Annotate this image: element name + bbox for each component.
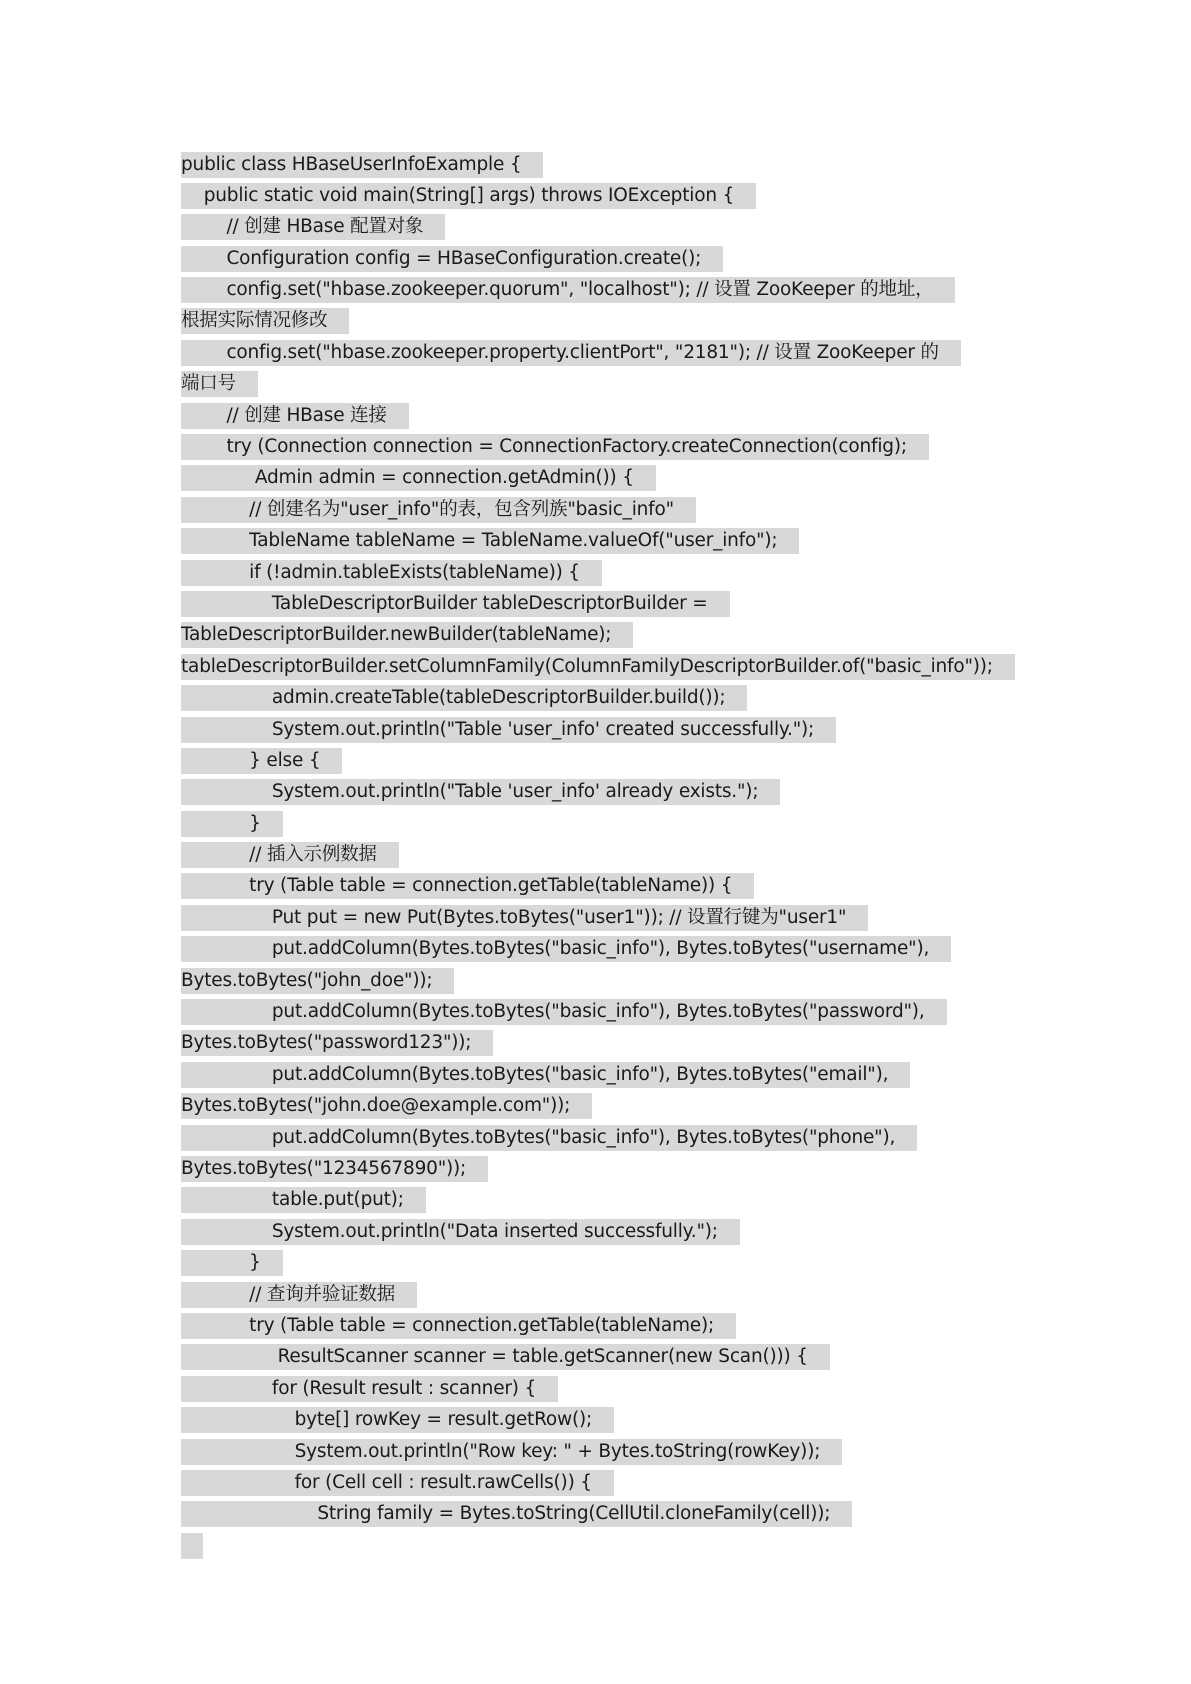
code-line-text: // 查询并验证数据 xyxy=(181,1282,417,1308)
code-line xyxy=(181,1529,1041,1560)
code-line xyxy=(181,1341,1041,1372)
code-line xyxy=(181,179,1041,210)
code-line-text: put.addColumn(Bytes.toBytes("basic_info"), Bytes.toBytes("password"), xyxy=(181,999,947,1025)
code-line-text: put.addColumn(Bytes.toBytes("basic_info"), Bytes.toBytes("email"), xyxy=(181,1062,910,1088)
code-line-text: config.set("hbase.zookeeper.quorum", "localhost"); // 设置 ZooKeeper 的地址， xyxy=(181,277,955,303)
code-line xyxy=(181,713,1041,744)
code-line xyxy=(181,493,1041,524)
code-line-text: ResultScanner scanner = table.getScanner(new Scan())) { xyxy=(181,1344,830,1370)
code-line-text: } xyxy=(181,1250,283,1276)
code-line-text: } xyxy=(181,811,283,837)
code-line-text: Put put = new Put(Bytes.toBytes("user1")); // 设置行键为"user1" xyxy=(181,905,868,931)
code-line xyxy=(181,368,1041,399)
code-line xyxy=(181,619,1041,650)
code-line xyxy=(181,336,1041,367)
code-line-text: put.addColumn(Bytes.toBytes("basic_info"), Bytes.toBytes("phone"), xyxy=(181,1125,917,1151)
code-line-text: TableDescriptorBuilder.newBuilder(tableName); xyxy=(181,622,633,648)
code-line xyxy=(181,274,1041,305)
code-line xyxy=(181,776,1041,807)
code-line-text: table.put(put); xyxy=(181,1187,426,1213)
code-line xyxy=(181,1184,1041,1215)
code-line xyxy=(181,1153,1041,1184)
code-line xyxy=(181,1121,1041,1152)
code-line xyxy=(181,1090,1041,1121)
code-line xyxy=(181,744,1041,775)
code-line-text: System.out.println("Table 'user_info' created successfully."); xyxy=(181,717,836,743)
code-line-text: tableDescriptorBuilder.setColumnFamily(ColumnFamilyDescriptorBuilder.of("basic_info")); xyxy=(181,654,1015,680)
code-line xyxy=(181,1058,1041,1089)
code-line-text: // 插入示例数据 xyxy=(181,842,399,868)
code-line xyxy=(181,431,1041,462)
code-line-text: public static void main(String[] args) throws IOException { xyxy=(181,183,756,209)
code-line xyxy=(181,1435,1041,1466)
code-line-text: 根据实际情况修改 xyxy=(181,308,349,334)
code-line-text: System.out.println("Data inserted successfully."); xyxy=(181,1219,740,1245)
code-line-text: try (Table table = connection.getTable(tableName)) { xyxy=(181,873,754,899)
code-line-text: System.out.println("Table 'user_info' already exists."); xyxy=(181,779,780,805)
code-line-text: 端口号 xyxy=(181,371,258,397)
code-line-text: Bytes.toBytes("1234567890")); xyxy=(181,1156,488,1182)
code-line xyxy=(181,305,1041,336)
code-line-text: Bytes.toBytes("password123")); xyxy=(181,1030,493,1056)
code-line xyxy=(181,525,1041,556)
code-line-text: Admin admin = connection.getAdmin()) { xyxy=(181,465,656,491)
code-line-text: try (Table table = connection.getTable(tableName); xyxy=(181,1313,736,1339)
code-line xyxy=(181,650,1041,681)
code-line xyxy=(181,399,1041,430)
code-line-text: if (!admin.tableExists(tableName)) { xyxy=(181,560,602,586)
code-line xyxy=(181,1309,1041,1340)
code-line-text: TableDescriptorBuilder tableDescriptorBuilder = xyxy=(181,591,730,617)
code-line xyxy=(181,242,1041,273)
code-line xyxy=(181,901,1041,932)
code-line-text: for (Cell cell : result.rawCells()) { xyxy=(181,1470,614,1496)
code-line xyxy=(181,1247,1041,1278)
code-line xyxy=(181,1404,1041,1435)
code-line xyxy=(181,148,1041,179)
code-line xyxy=(181,839,1041,870)
code-line xyxy=(181,1466,1041,1497)
code-line xyxy=(181,870,1041,901)
code-line xyxy=(181,996,1041,1027)
code-line xyxy=(181,462,1041,493)
code-line-text: } else { xyxy=(181,748,342,774)
code-line-text: Bytes.toBytes("john_doe")); xyxy=(181,968,454,994)
code-line xyxy=(181,587,1041,618)
code-line-text: String family = Bytes.toString(CellUtil.cloneFamily(cell)); xyxy=(181,1501,852,1527)
code-line xyxy=(181,1215,1041,1246)
code-line-text: admin.createTable(tableDescriptorBuilder.build()); xyxy=(181,685,747,711)
code-line xyxy=(181,211,1041,242)
code-line xyxy=(181,1498,1041,1529)
code-line-text: Bytes.toBytes("john.doe@example.com")); xyxy=(181,1093,592,1119)
code-line-text: config.set("hbase.zookeeper.property.clientPort", "2181"); // 设置 ZooKeeper 的 xyxy=(181,340,961,366)
code-line xyxy=(181,556,1041,587)
code-line-text: // 创建 HBase 连接 xyxy=(181,403,409,429)
code-block xyxy=(181,148,1041,1561)
code-line-text: try (Connection connection = ConnectionFactory.createConnection(config); xyxy=(181,434,929,460)
code-line-text: Configuration config = HBaseConfiguration.create(); xyxy=(181,246,723,272)
code-line-text: // 创建名为"user_info"的表，包含列族"basic_info" xyxy=(181,497,696,523)
code-line-text: TableName tableName = TableName.valueOf("user_info"); xyxy=(181,528,799,554)
code-line-text xyxy=(181,1533,203,1559)
code-line-text: // 创建 HBase 配置对象 xyxy=(181,214,445,240)
code-line-text: public class HBaseUserInfoExample { xyxy=(181,152,543,178)
code-line xyxy=(181,964,1041,995)
code-line xyxy=(181,1027,1041,1058)
code-line-text: System.out.println("Row key: " + Bytes.toString(rowKey)); xyxy=(181,1439,842,1465)
code-line xyxy=(181,1278,1041,1309)
code-line xyxy=(181,807,1041,838)
code-line xyxy=(181,933,1041,964)
code-line xyxy=(181,682,1041,713)
code-line-text: put.addColumn(Bytes.toBytes("basic_info"), Bytes.toBytes("username"), xyxy=(181,936,951,962)
code-line xyxy=(181,1372,1041,1403)
code-line-text: byte[] rowKey = result.getRow(); xyxy=(181,1407,614,1433)
code-line-text: for (Result result : scanner) { xyxy=(181,1376,558,1402)
